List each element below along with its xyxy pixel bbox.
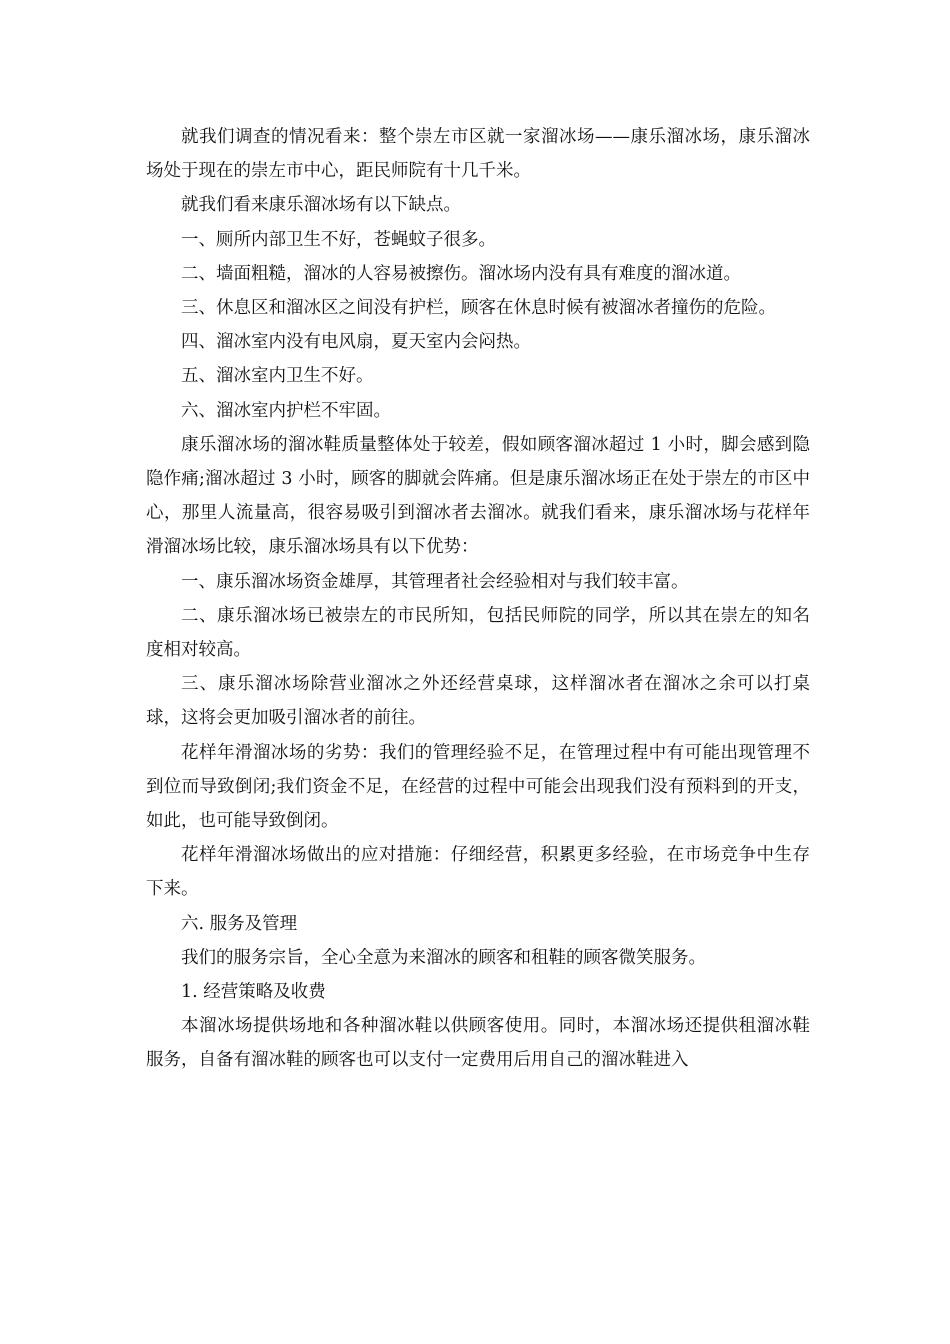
paragraph-weaknesses: 花样年滑溜冰场的劣势：我们的管理经验不足，在管理过程中有可能出现管理不到位而导致倒闭;我们资金不足，在经营的过程中可能会出现我们没有预料到的开支，如此，也可能导致倒闭。 <box>146 742 810 832</box>
document-body <box>146 120 810 1078</box>
paragraph-service-aim: 我们的服务宗旨，全心全意为来溜冰的顾客和租鞋的顾客微笑服务。 <box>181 947 706 968</box>
subsection-heading-strategy: 1. 经营策略及收费 <box>181 982 326 1003</box>
paragraph-disadvantage-3: 三、休息区和溜冰区之间没有护栏，顾客在休息时候有被溜冰者撞伤的危险。 <box>181 298 776 319</box>
paragraph-advantage-2: 二、康乐溜冰场已被崇左的市民所知，包括民师院的同学，所以其在崇左的知名度相对较高。 <box>146 605 810 661</box>
paragraph-strategy: 本溜冰场提供场地和各种溜冰鞋以供顾客使用。同时，本溜冰场还提供租溜冰鞋服务，自备有溜冰鞋的顾客也可以支付一定费用后用自己的溜冰鞋进入 <box>146 1016 810 1071</box>
paragraph-disadvantage-6: 六、溜冰室内护栏不牢固。 <box>181 400 391 421</box>
paragraph-advantage-1: 一、康乐溜冰场资金雄厚，其管理者社会经验相对与我们较丰富。 <box>181 571 689 592</box>
paragraph-disadvantage-4: 四、溜冰室内没有电风扇，夏天室内会闷热。 <box>181 332 531 353</box>
paragraph-disadvantage-2: 二、墙面粗糙，溜冰的人容易被擦伤。溜冰场内没有具有难度的溜冰道。 <box>181 263 741 284</box>
paragraph-disadvantage-5: 五、溜冰室内卫生不好。 <box>181 366 374 387</box>
paragraph-skate-quality: 康乐溜冰场的溜冰鞋质量整体处于较差，假如顾客溜冰超过 1 小时，脚会感到隐隐作痛;溜冰超过 3 小时，顾客的脚就会阵痛。但是康乐溜冰场正在处于崇左的市区中心，那里人流量高，很容易吸引到溜冰者去溜冰。就我们看来，康乐溜冰场与花样年滑溜冰场比较，康乐溜冰场具有以下优势： <box>146 434 810 558</box>
paragraph-disadvantage-1: 一、厕所内部卫生不好，苍蝇蚊子很多。 <box>181 229 496 250</box>
paragraph-countermeasures: 花样年滑溜冰场做出的应对措施：仔细经营，积累更多经验，在市场竞争中生存下来。 <box>146 845 810 900</box>
paragraph-survey-intro: 就我们调查的情况看来：整个崇左市区就一家溜冰场——康乐溜冰场，康乐溜冰场处于现在的崇左市中心，距民师院有十几千米。 <box>146 127 810 182</box>
section-heading-service: 六. 服务及管理 <box>181 913 298 934</box>
paragraph-disadvantages-intro: 就我们看来康乐溜冰场有以下缺点。 <box>181 195 461 216</box>
paragraph-advantage-3: 三、康乐溜冰场除营业溜冰之外还经营桌球，这样溜冰者在溜冰之余可以打桌球，这将会更加吸引溜冰者的前往。 <box>146 674 810 729</box>
